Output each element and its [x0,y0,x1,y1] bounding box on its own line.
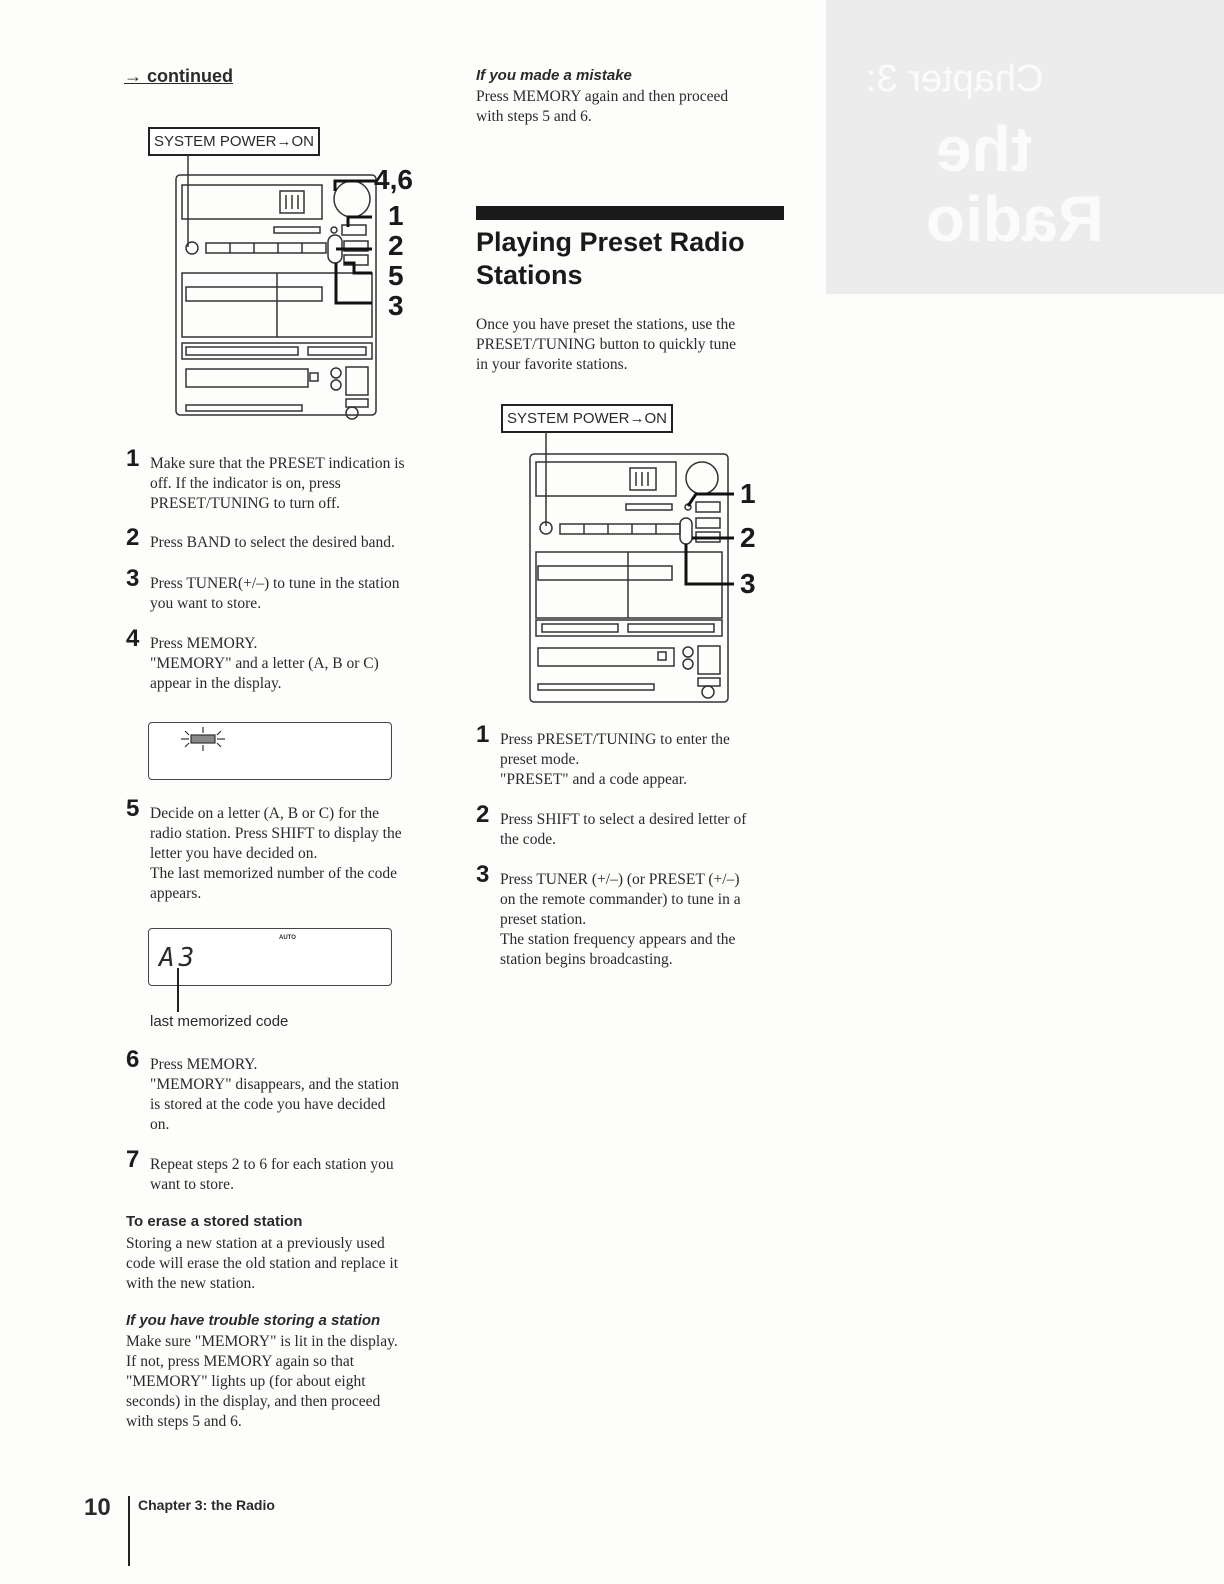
last-code-label: last memorized code [150,1013,289,1030]
callout-5: 5 [388,260,404,291]
code-digits: A3 [159,943,199,973]
step-number: 2 [126,524,140,551]
auto-indicator: AUTO [279,935,296,941]
step-number: 6 [126,1046,140,1073]
callout-right-2: 2 [740,522,756,553]
stereo-diagram-right [520,432,760,712]
step-text: Press SHIFT to select a desired letter of the code. [500,811,747,848]
step-4-store [126,625,446,694]
mistake-heading: If you made a mistake [476,67,632,84]
code-pointer-line [174,968,182,1014]
step-text: Press MEMORY. "MEMORY" disappears, and the station is stored at the code you have decided on. [150,1056,399,1133]
erase-heading: To erase a stored station [126,1213,303,1230]
display-code [148,928,392,986]
trouble-heading: If you have trouble storing a station [126,1312,381,1329]
mistake-text: Press MEMORY again and then proceed with steps 5 and 6. [476,88,729,125]
step-number: 3 [126,565,140,592]
title-bar [476,206,784,220]
step-number: 2 [476,801,490,828]
step-number: 5 [126,795,140,822]
step-number: 7 [126,1146,140,1173]
callout-2: 2 [388,230,404,261]
step-text: Make sure that the PRESET indication is off. If the indicator is on, press PRESET/TUNING to turn off. [150,455,405,512]
section-title: Playing Preset Radio Stations [476,227,745,290]
display-memory [148,722,392,780]
callout-right-1: 1 [740,478,756,509]
step-2-play [476,801,786,850]
step-number: 1 [126,445,140,472]
step-number: 4 [126,625,140,652]
step-text: Press MEMORY. "MEMORY" and a letter (A, B or C) appear in the display. [150,635,379,692]
chapter-tab: Chapter 3: the Radio [826,0,1224,294]
step-number: 3 [476,861,490,888]
step-5-store [126,795,446,904]
step-text: Press BAND to select the desired band. [150,534,395,551]
callout-3: 3 [388,290,404,321]
trouble-text: Make sure "MEMORY" is lit in the display. If not, press MEMORY again so that "MEMORY" lights up (for about eight seconds) in the display, and then proceed with steps 5 and 6. [126,1333,398,1430]
system-power-label-left: SYSTEM POWER→ON [148,127,320,156]
step-1-store [126,445,446,514]
step-3-store [126,565,446,614]
memory-flash-icon [175,727,231,751]
callout-4-6: 4,6 [374,164,413,195]
intro-text: Once you have preset the stations, use the PRESET/TUNING button to quickly tune in your favorite stations. [476,316,737,373]
step-number: 1 [476,721,490,748]
erase-text: Storing a new station at a previously used code will erase the old station and replace it with the new station. [126,1235,399,1292]
step-text: Repeat steps 2 to 6 for each station you want to store. [150,1156,394,1193]
step-2-store [126,524,446,553]
step-7-store [126,1146,446,1195]
continued-label: → continued [124,66,233,86]
callout-1: 1 [388,200,404,231]
step-6-store [126,1046,446,1135]
step-text: Decide on a letter (A, B or C) for the radio station. Press SHIFT to display the letter you have decided on. The last memorized number of the code appears. [150,805,402,902]
step-text: Press PRESET/TUNING to enter the preset mode. "PRESET" and a code appear. [500,731,730,788]
step-text: Press TUNER (+/–) (or PRESET (+/–) on the remote commander) to tune in a preset station. The station frequency appears and the station begins broadcasting. [500,871,741,968]
callout-right-3: 3 [740,568,756,599]
footer-rule [128,1496,130,1566]
system-power-label-right: SYSTEM POWER→ON [501,404,673,433]
step-text: Press TUNER(+/–) to tune in the station you want to store. [150,575,400,612]
step-3-play [476,861,786,970]
footer-chapter: Chapter 3: the Radio [138,1497,275,1513]
page-number: 10 [84,1494,111,1521]
step-1-play [476,721,786,790]
